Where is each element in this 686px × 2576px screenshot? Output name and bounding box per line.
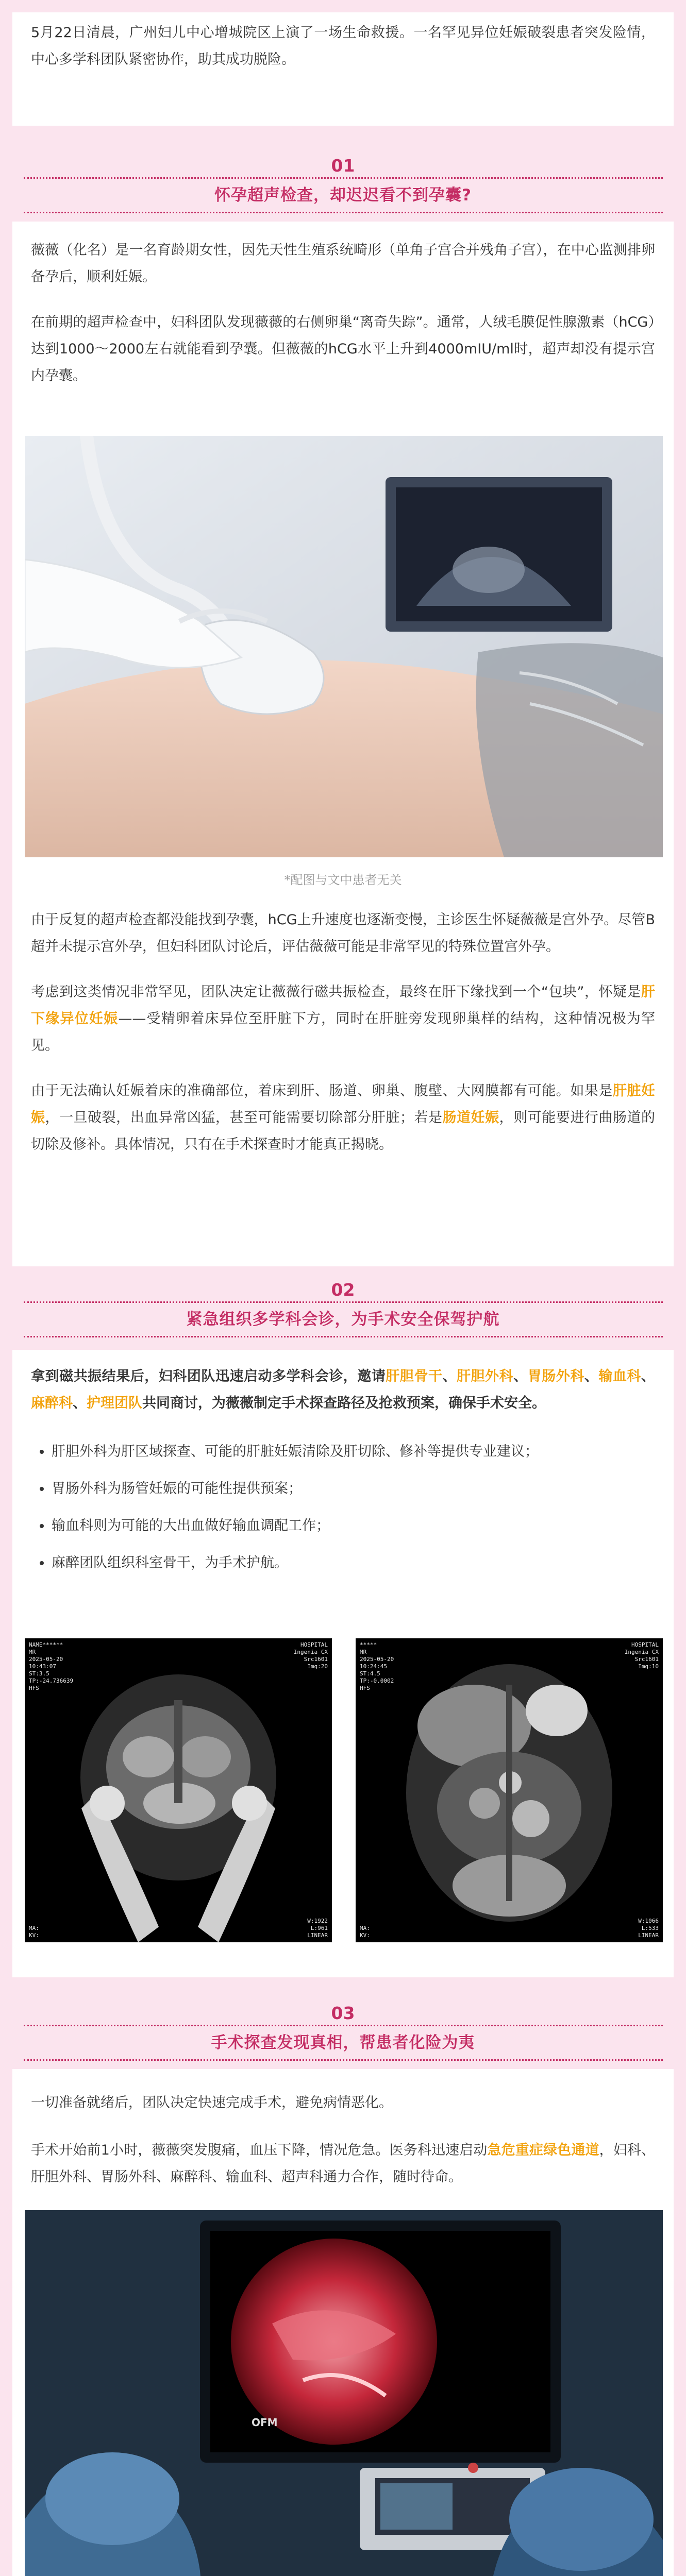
surgery-photo xyxy=(25,2210,663,2576)
section2-number: 02 xyxy=(331,1280,355,1300)
section3-paragraph-2: 手术开始前1小时，薇薇突发腹痛，血压下降，情况危急。医务科迅速启动急危重症绿色通道，妇科、肝胆外科、胃肠外科、麻醉科、输血科、超声科通力合作，随时待命。 xyxy=(31,2142,656,2185)
mri2-info-bottom-right: W:1066 L:533 LINEAR xyxy=(638,1918,659,1939)
section3-number: 03 xyxy=(331,2003,355,2023)
section1-header xyxy=(12,155,674,213)
mri2-info-top-right: HOSPITAL Ingenia CX Src1601 Img:10 xyxy=(624,1641,659,1670)
section1-paragraph-2: 在前期的超声检查中，妇科团队发现薇薇的右侧卵巢“离奇失踪”。通常，人绒毛膜促性腺激素（hCG）达到1000～2000左右就能看到孕囊。但薇薇的hCG水平上升到4000mIU/ml时，超声却没有提示宫内孕囊。 xyxy=(31,314,655,384)
mri2-info-top-left: ***** MR 2025-05-20 10:24:45 ST:4.5 TP:-0.0002 HFS xyxy=(360,1641,394,1691)
section2-paragraph-1: 拿到磁共振结果后，妇科团队迅速启动多学科会诊，邀请肝胆骨干、肝胆外科、胃肠外科、输血科、麻醉科、护理团队共同商讨，为薇薇制定手术探查路径及抢救预案，确保手术安全。 xyxy=(31,1368,656,1411)
section2-title: 紧急组织多学科会诊，为手术安全保驾护航 xyxy=(186,1310,500,1329)
mri-image-1 xyxy=(25,1638,332,1942)
mri1-info-top-left: NAME****** MR 2025-05-20 10:43:07 ST:3.5 TP:-24.736639 HFS xyxy=(29,1641,74,1691)
section1-paragraph-1: 薇薇（化名）是一名育龄期女性，因先天性生殖系统畸形（单角子宫合并残角子宫），在中心监测排卵备孕后，顺利妊娠。 xyxy=(31,242,655,285)
ultrasound-photo xyxy=(25,436,663,857)
section1-title-bar xyxy=(24,177,663,213)
section2-title-bar xyxy=(24,1301,663,1337)
list-item: • 麻醉团队组织科室骨干，为手术护航。 xyxy=(52,1545,655,1582)
mri1-info-bottom-right: W:1922 L:961 LINEAR xyxy=(307,1918,328,1939)
intro-paragraph: 5月22日清晨，广州妇儿中心增城院区上演了一场生命救援。一名罕见异位妊娠破裂患者突发险情，中心多学科团队紧密协作，助其成功脱险。 xyxy=(31,25,655,67)
highlight-bowel-pregnancy: 肠道妊娠 xyxy=(442,1110,499,1126)
list-item: • 肝胆外科为肝区域探查、可能的肝脏妊娠清除及肝切除、修补等提供专业建议； xyxy=(52,1433,655,1470)
list-item: • 输血科则为可能的大出血做好输血调配工作； xyxy=(52,1507,655,1545)
section3-title-bar xyxy=(24,2025,663,2061)
mdt-bullet-list xyxy=(31,1433,655,1582)
section3-paragraph-1: 一切准备就绪后，团队决定快速完成手术，避免病情恶化。 xyxy=(31,2095,393,2111)
section1-paragraph-4: 考虑到这类情况非常罕见，团队决定让薇薇行磁共振检查，最终在肝下缘找到一个“包块”，怀疑是肝下缘异位妊娠——受精卵着床异位至肝脏下方，同时在肝脏旁发现卵巢样的结构，这种情况极为罕见。 xyxy=(31,984,656,1054)
section1-number: 01 xyxy=(331,156,355,176)
monitor-brand-label: OFM xyxy=(252,2416,278,2429)
section1-title: 怀孕超声检查，却迟迟看不到孕囊? xyxy=(214,186,472,205)
ultrasound-caption: *配图与文中患者无关 xyxy=(284,873,402,887)
section3-title: 手术探查发现真相，帮患者化险为夷 xyxy=(211,2033,475,2052)
highlight-green-channel: 急危重症绿色通道 xyxy=(487,2142,599,2158)
intro-panel xyxy=(12,12,674,126)
section3-header xyxy=(12,2002,674,2061)
section1-lower-text xyxy=(31,907,655,1158)
mri-image-2 xyxy=(356,1638,663,1942)
mri1-info-top-right: HOSPITAL Ingenia CX Src1601 Img:20 xyxy=(293,1641,328,1670)
section1-paragraph-5: 由于无法确认妊娠着床的准确部位，着床到肝、肠道、卵巢、腹壁、大网膜都有可能。如果是肝脏妊娠，一旦破裂，出血异常凶猛，甚至可能需要切除部分肝脏；若是肠道妊娠，则可能要进行曲肠道的切除及修补。具体情况，只有在手术探查时才能真正揭晓。 xyxy=(31,1083,656,1153)
section1-paragraph-3: 由于反复的超声检查都没能找到孕囊，hCG上升速度也逐渐变慢，主诊医生怀疑薇薇是宫外孕。尽管B超并未提示宫外孕，但妇科团队讨论后，评估薇薇可能是非常罕见的特殊位置宫外孕。 xyxy=(31,912,655,955)
mri1-info-bottom-left: MA: KV: xyxy=(29,1925,39,1939)
list-item: • 胃肠外科为肠管妊娠的可能性提供预案； xyxy=(52,1470,655,1507)
mri2-info-bottom-left: MA: KV: xyxy=(360,1925,370,1939)
section2-header xyxy=(12,1279,674,1337)
highlight-liver-pregnancy: 肝脏妊娠 xyxy=(31,1083,656,1126)
highlight-liver-ectopic: 肝下缘异位妊娠 xyxy=(31,984,655,1027)
